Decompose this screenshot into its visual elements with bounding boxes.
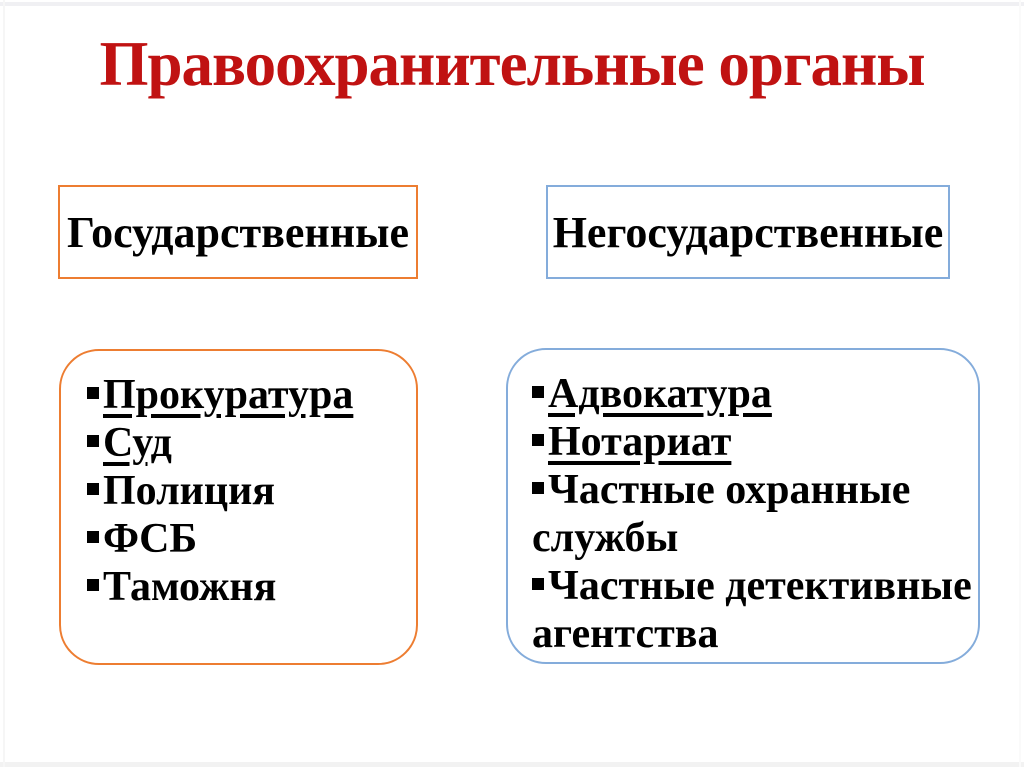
slide-edge-right xyxy=(1019,0,1021,767)
slide-title: Правоохранительные органы xyxy=(99,29,925,99)
slide-edge-bottom xyxy=(0,762,1024,767)
header-label-nonstate: Негосударственные xyxy=(552,207,944,257)
list-box-nonstate xyxy=(506,348,980,664)
list-item xyxy=(87,515,402,563)
bullet-square-icon xyxy=(87,531,99,543)
header-label-state: Государственные xyxy=(66,207,410,257)
list-item-text: Таможня xyxy=(103,564,277,610)
slide-edge-top xyxy=(0,2,1024,6)
list-item xyxy=(87,467,402,515)
bullet-square-icon xyxy=(532,578,544,590)
slide-edge-left xyxy=(3,0,5,767)
list-item-text: ФСБ xyxy=(103,516,198,562)
list-item-text: агентства xyxy=(532,611,719,657)
bullet-square-icon xyxy=(87,435,99,447)
list-item-text: Суд xyxy=(103,420,172,466)
list-item xyxy=(532,370,966,418)
list-item xyxy=(532,418,966,466)
bullet-square-icon xyxy=(87,483,99,495)
bullet-square-icon xyxy=(87,579,99,591)
bullet-square-icon xyxy=(532,482,544,494)
list-item-text: Полиция xyxy=(103,468,275,514)
list-item xyxy=(87,371,402,419)
header-box-state xyxy=(58,185,418,279)
header-box-nonstate xyxy=(546,185,950,279)
list-item xyxy=(532,466,966,562)
list-item xyxy=(532,562,972,658)
list-item xyxy=(87,563,402,611)
list-item-text: Частные охранные xyxy=(548,467,911,513)
list-item-text: Частные детективные xyxy=(548,563,972,609)
list-item-text: службы xyxy=(532,515,679,561)
list-box-state xyxy=(59,349,418,665)
list-item-text: Адвокатура xyxy=(548,371,772,417)
list-item xyxy=(87,419,402,467)
bullet-square-icon xyxy=(87,387,99,399)
bullet-square-icon xyxy=(532,434,544,446)
bullet-square-icon xyxy=(532,386,544,398)
list-item-text: Нотариат xyxy=(548,419,732,465)
list-item-text: Прокуратура xyxy=(103,372,354,418)
